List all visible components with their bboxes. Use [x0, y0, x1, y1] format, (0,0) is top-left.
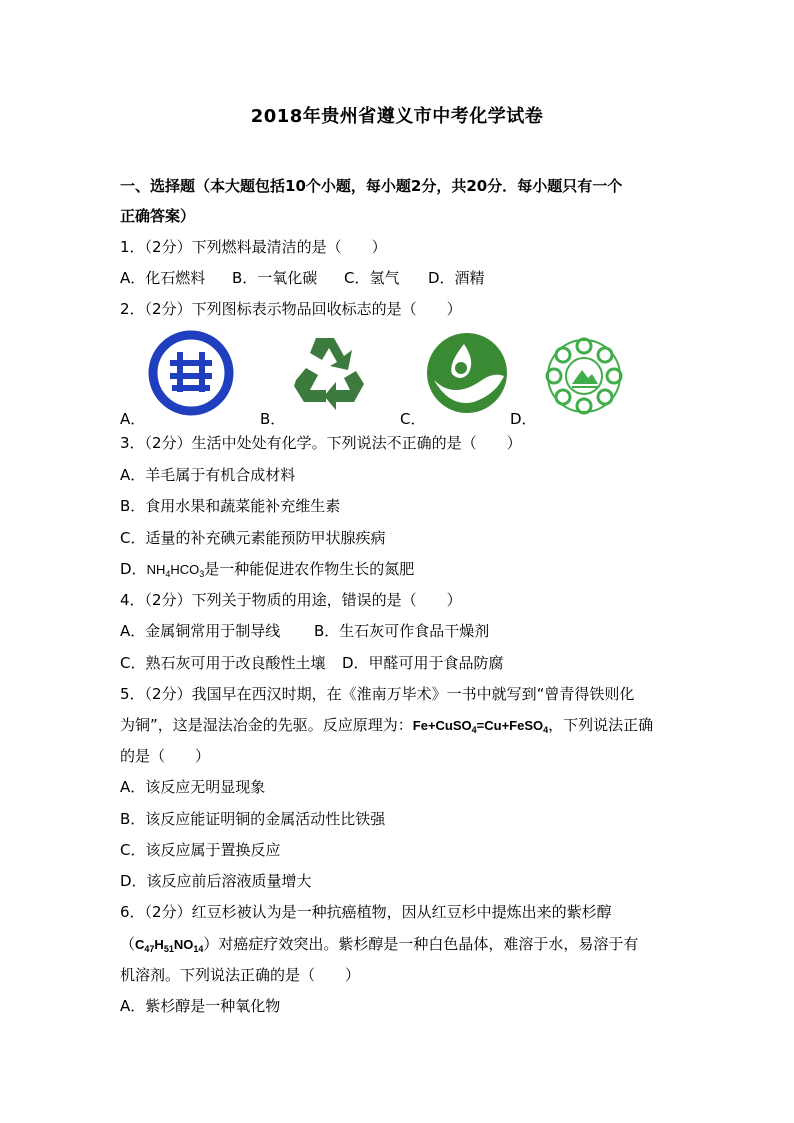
q6-line2 [120, 934, 638, 955]
q6-option-a: A．紫杉醇是一种氧化物 [120, 997, 281, 1015]
logo-a-icon [148, 330, 234, 416]
q3-d-text: 是一种能促进农作物生长的氮肥 [204, 560, 415, 578]
section-heading-line2: 正确答案） [120, 207, 196, 225]
q3-formula-part1: NH [146, 562, 166, 577]
q4-option-c: C．熟石灰可用于改良酸性土壤 [120, 654, 326, 672]
q3-d-prefix: D． [120, 560, 147, 578]
q6-f-c-sub: 47 [144, 944, 155, 954]
q1-option-a: A．化石燃料 [120, 269, 206, 287]
q3-formula-sub1: 4 [165, 569, 171, 579]
q2-logo-row [120, 330, 680, 430]
q5-line2-post: ，下列说法正确 [548, 716, 654, 734]
q1-stem: 1．（2分）下列燃料最清洁的是（ ） [120, 238, 387, 256]
logo-c-icon [424, 330, 510, 416]
q6-line2-pre: （ [120, 935, 136, 953]
q4-option-b: B．生石灰可作食品干燥剂 [314, 622, 490, 640]
q5-eq-sub1: 4 [471, 725, 477, 735]
q5-eq-part1: Fe+CuSO [412, 718, 472, 733]
q6-f-c: C [135, 937, 145, 952]
q5-option-d: D．该反应前后溶液质量增大 [120, 872, 312, 890]
q5-equation [413, 718, 548, 733]
recycling-icon [286, 330, 376, 416]
q6-formula [135, 937, 203, 952]
china-environmental-label-icon [536, 330, 632, 422]
q1-option-d: D．酒精 [428, 269, 485, 287]
q6-line2-post: ）对癌症疗效突出。紫杉醇是一种白色晶体，难溶于水，易溶于有 [203, 935, 639, 953]
q5-option-a: A．该反应无明显现象 [120, 778, 266, 796]
q5-line2 [120, 715, 653, 736]
q4-options-cd [120, 653, 504, 673]
q3-formula [147, 562, 205, 577]
q4-stem: 4．（2分）下列关于物质的用途，错误的是（ ） [120, 591, 462, 609]
q5-option-b: B．该反应能证明铜的金属活动性比铁强 [120, 810, 386, 828]
q6-line1: 6．（2分）红豆杉被认为是一种抗癌植物，因从红豆杉中提炼出来的紫杉醇 [120, 903, 612, 921]
q4-option-a: A．金属铜常用于制导线 [120, 622, 281, 640]
q6-line3: 机溶剂。下列说法正确的是（ ） [120, 966, 361, 984]
q4-option-d: D．甲醛可用于食品防腐 [342, 654, 504, 672]
q6-f-n-sub: 14 [193, 944, 204, 954]
q5-eq-sub2: 4 [543, 725, 549, 735]
q6-f-n: NO [173, 937, 194, 952]
q2-label-a: A． [120, 410, 146, 428]
q3-formula-part2: HCO [170, 562, 200, 577]
q2-label-b: B． [260, 410, 286, 428]
q1-option-c: C．氢气 [344, 269, 400, 287]
q5-eq-part2: =Cu+FeSO [476, 718, 544, 733]
q3-stem: 3．（2分）生活中处处有化学。下列说法不正确的是（ ） [120, 434, 522, 452]
q5-option-c: C．该反应属于置换反应 [120, 841, 281, 859]
q3-option-b: B．食用水果和蔬菜能补充维生素 [120, 497, 341, 515]
q3-option-d [120, 559, 414, 580]
q2-label-d: D． [510, 410, 537, 428]
q5-line3: 的是（ ） [120, 747, 211, 765]
q2-label-c: C． [400, 410, 426, 428]
q1-option-b: B．一氧化碳 [232, 269, 318, 287]
q3-formula-sub2: 3 [199, 569, 205, 579]
page-title: 2018年贵州省遵义市中考化学试卷 [250, 106, 544, 127]
q3-option-c: C．适量的补充碘元素能预防甲状腺疾病 [120, 529, 386, 547]
q6-f-h-sub: 51 [163, 944, 174, 954]
q5-line2-pre: 为铜”，这是湿法冶金的先驱。反应原理为： [120, 716, 413, 734]
section-heading-line1: 一、选择题（本大题包括10个小题，每小题2分，共20分．每小题只有一个 [120, 177, 623, 195]
q6-f-h: H [154, 937, 164, 952]
q1-options [120, 268, 485, 288]
q5-line1: 5．（2分）我国早在西汉时期，在《淮南万毕术》一书中就写到“曾青得铁则化 [120, 685, 635, 703]
q2-stem: 2．（2分）下列图标表示物品回收标志的是（ ） [120, 300, 462, 318]
q4-options-ab [120, 621, 489, 641]
q3-option-a: A．羊毛属于有机合成材料 [120, 466, 296, 484]
